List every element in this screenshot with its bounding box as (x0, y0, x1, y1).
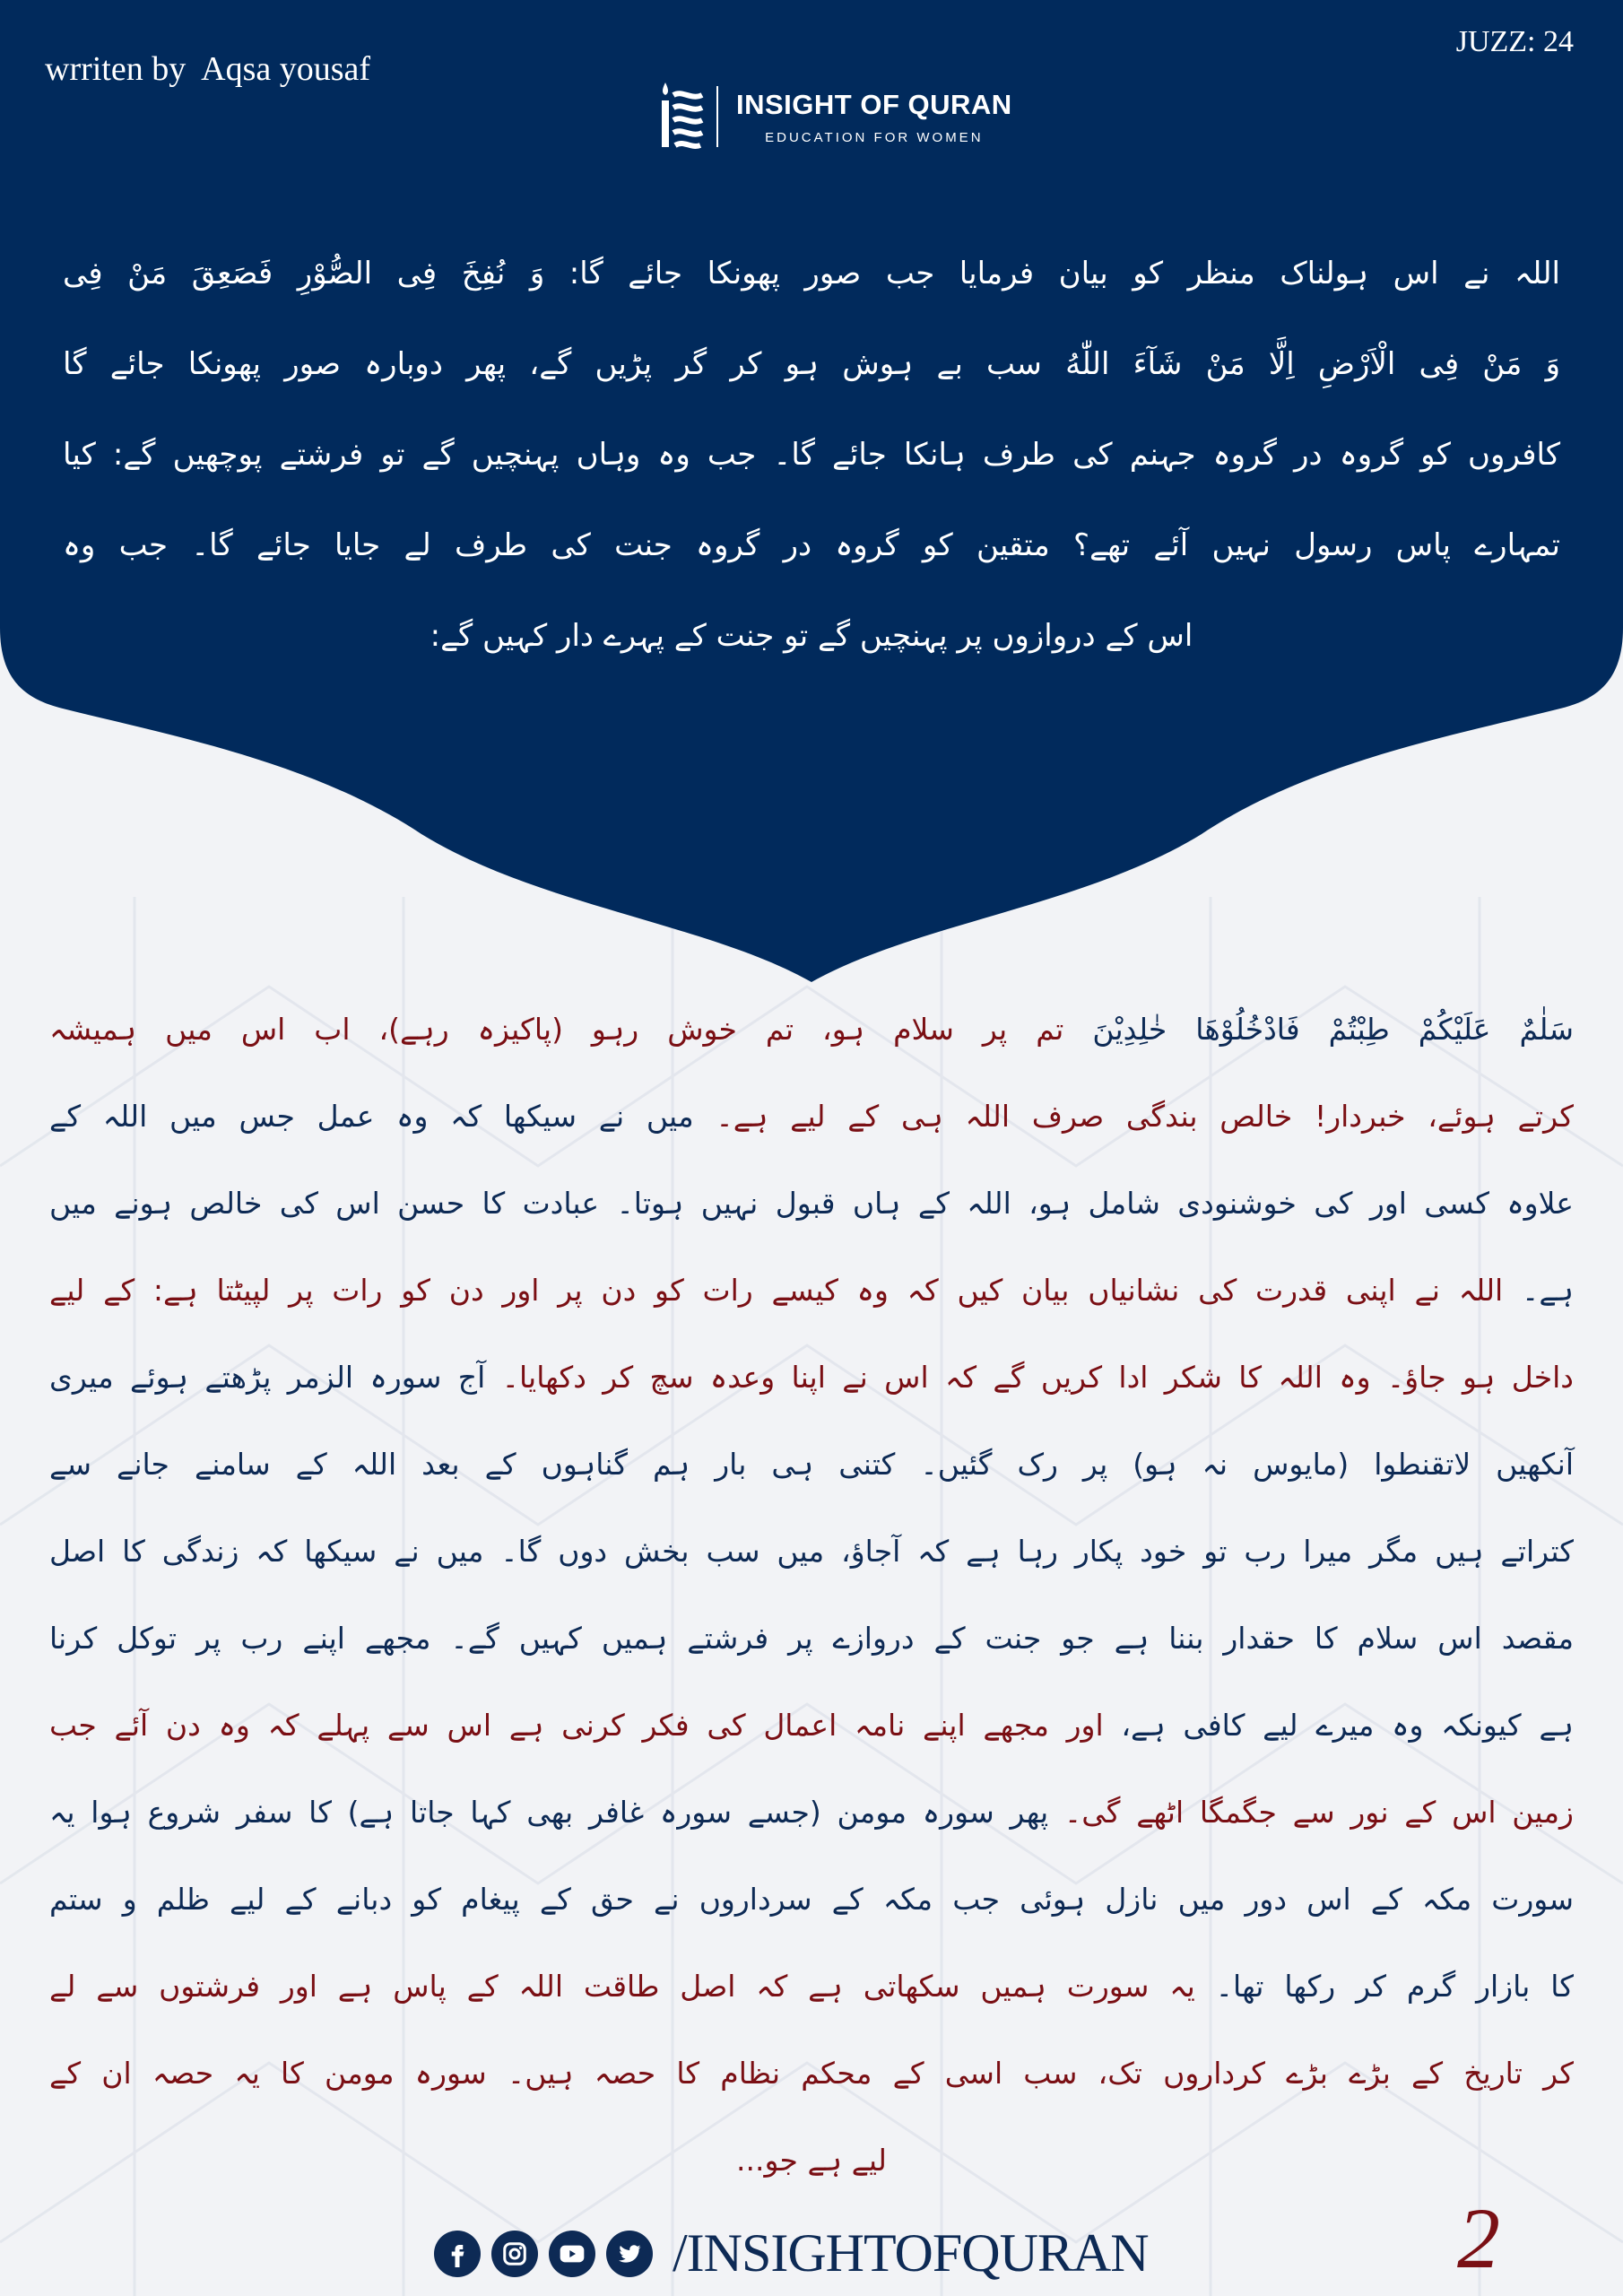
body-line (49, 1335, 1574, 1422)
highlighted-text: یہ سورت ہمیں سکھاتی ہے کہ اصل طاقت اللہ کے پاس ہے اور فرشتوں سے لے (49, 1969, 1195, 2004)
body-text: ہے۔ (1503, 1273, 1574, 1308)
body-line (49, 2118, 1574, 2205)
logo-divider (716, 86, 718, 147)
body-line (49, 1422, 1574, 1509)
body-line (49, 1248, 1574, 1335)
highlighted-text: کرتے ہوئے، خبردار! خالص بندگی صرف اللہ ہی کے لیے ہے۔ (693, 1099, 1574, 1134)
body-text: ہے کیونکہ وہ میرے لیے کافی ہے، (1103, 1708, 1574, 1743)
header-line: وَ مَنْ فِی الْاَرْضِ اِلَّا مَنْ شَآءَ اللّٰهُ سب بے ہوش ہو کر گر پڑیں گے، پھر دوبارہ صور پھونکا جائے گا (63, 346, 1560, 382)
brand-logo (659, 83, 1012, 151)
body-line (49, 1509, 1574, 1596)
twitter-icon[interactable] (606, 2231, 653, 2277)
body-text: علاوہ کسی اور کی خوشنودی شامل ہو، اللہ کے ہاں قبول نہیں ہوتا۔ عبادت کا حسن اس کی خالص ہونے میں (49, 1186, 1574, 1221)
highlighted-text: تم پر سلام ہو، تم خوش رہو (پاکیزہ رہے)، اب اس میں ہمیشہ (49, 1012, 1064, 1047)
body-line (49, 2031, 1574, 2118)
body-text: سَلٰمٌ عَلَيْكُمْ طِبْتُمْ فَادْخُلُوْهَا خٰلِدِيْنَ (1063, 1012, 1575, 1047)
highlighted-text: داخل ہو جاؤ۔ وہ اللہ کا شکر ادا کریں گے کہ اس نے اپنا وعدہ سچ کر دکھایا۔ (485, 1360, 1575, 1395)
body-line (49, 1161, 1574, 1248)
highlighted-text: کر تاریخ کے بڑے بڑے کرداروں تک، سب اسی کے محکم نظام کا حصہ ہیں۔ سورہ مومن کا یہ حصہ ان کے (49, 2056, 1574, 2091)
highlighted-text: اور مجھے اپنے نامہ اعمال کی فکر کرنی ہے اس سے پہلے کہ وہ دن آئے جب (49, 1708, 1104, 1743)
header-line: اس کے دروازوں پر پہنچیں گے تو جنت کے پہرے دار کہیں گے: (430, 618, 1193, 654)
logo-mark-icon (659, 83, 704, 151)
body-line (49, 1857, 1574, 1944)
body-line (49, 1770, 1574, 1857)
body-line (49, 1074, 1574, 1161)
social-handle[interactable]: /INSIGHTOFQURAN (673, 2223, 1149, 2283)
body-text: کتراتے ہیں مگر میرا رب تو خود پکار رہا ہے کہ آجاؤ، میں سب بخش دوں گا۔ میں نے سیکھا کہ زندگی کا اصل (49, 1534, 1574, 1569)
body-text: میں نے سیکھا کہ وہ عمل جس میں اللہ کے (49, 1099, 694, 1134)
page-number: 2 (1457, 2190, 1500, 2286)
header-paragraph (63, 229, 1560, 682)
highlighted-text: اللہ نے اپنی قدرت کی نشانیاں بیان کیں کہ وہ کیسے رات کو دن پر اور دن کو رات پر لپیٹتا ہے: کے لیے (49, 1273, 1504, 1308)
header-line: تمہارے پاس رسول نہیں آئے تھے؟ متقین کو گروہ در گروہ جنت کی طرف لے جایا جائے گا۔ جب وہ (63, 527, 1560, 563)
body-text: سورت مکہ کے اس دور میں نازل ہوئی جب مکہ کے سرداروں نے حق کے پیغام کو دبانے کے لیے ظلم و ستم (49, 1882, 1574, 1917)
body-line (49, 1944, 1574, 2031)
logo-subtitle: EDUCATION FOR WOMEN (765, 129, 984, 145)
body-text: پھر سورہ مومن (جسے سورہ غافر بھی کہا جاتا ہے) کا سفر شروع ہوا یہ (49, 1795, 1049, 1830)
highlighted-text: زمین اس کے نور سے جگمگا اٹھے گی۔ (1048, 1795, 1574, 1830)
youtube-icon[interactable] (549, 2231, 595, 2277)
social-footer (434, 2222, 1149, 2284)
body-line (49, 1596, 1574, 1683)
header-line: اللہ نے اس ہولناک منظر کو بیان فرمایا جب صور پھونکا جائے گا: وَ نُفِخَ فِی الصُّوْرِ فَصَعِقَ مَنْ فِی (63, 256, 1560, 291)
body-text: کا بازار گرم کر رکھا تھا۔ (1194, 1969, 1574, 2004)
body-line (49, 987, 1574, 1074)
highlighted-text: لیے ہے جو... (736, 2143, 887, 2178)
body-paragraph (49, 987, 1574, 2205)
juzz-label: JUZZ: 24 (1455, 25, 1574, 58)
logo-title: INSIGHT OF QURAN (736, 88, 1012, 120)
body-line (49, 1683, 1574, 1770)
body-text: آنکھیں لاتقنطوا (مایوس نہ ہو) پر رک گئیں۔ کتنی ہی بار ہم گناہوں کے بعد اللہ کے سامنے جانے سے (49, 1447, 1574, 1482)
body-text: آج سورہ الزمر پڑھتے ہوئے میری (49, 1360, 486, 1395)
facebook-icon[interactable] (434, 2231, 481, 2277)
body-text: مقصد اس سلام کا حقدار بننا ہے جو جنت کے دروازے پر فرشتے ہمیں کہیں گے۔ مجھے اپنے رب پر توکل کرنا (49, 1621, 1574, 1656)
header-line: کافروں کو گروہ در گروہ جہنم کی طرف ہانکا جائے گا۔ جب وہ وہاں پہنچیں گے تو فرشتے پوچھیں گے: کیا (63, 437, 1560, 473)
author-credit: wrriten by Aqsa yousaf (45, 50, 371, 88)
instagram-icon[interactable] (491, 2231, 538, 2277)
